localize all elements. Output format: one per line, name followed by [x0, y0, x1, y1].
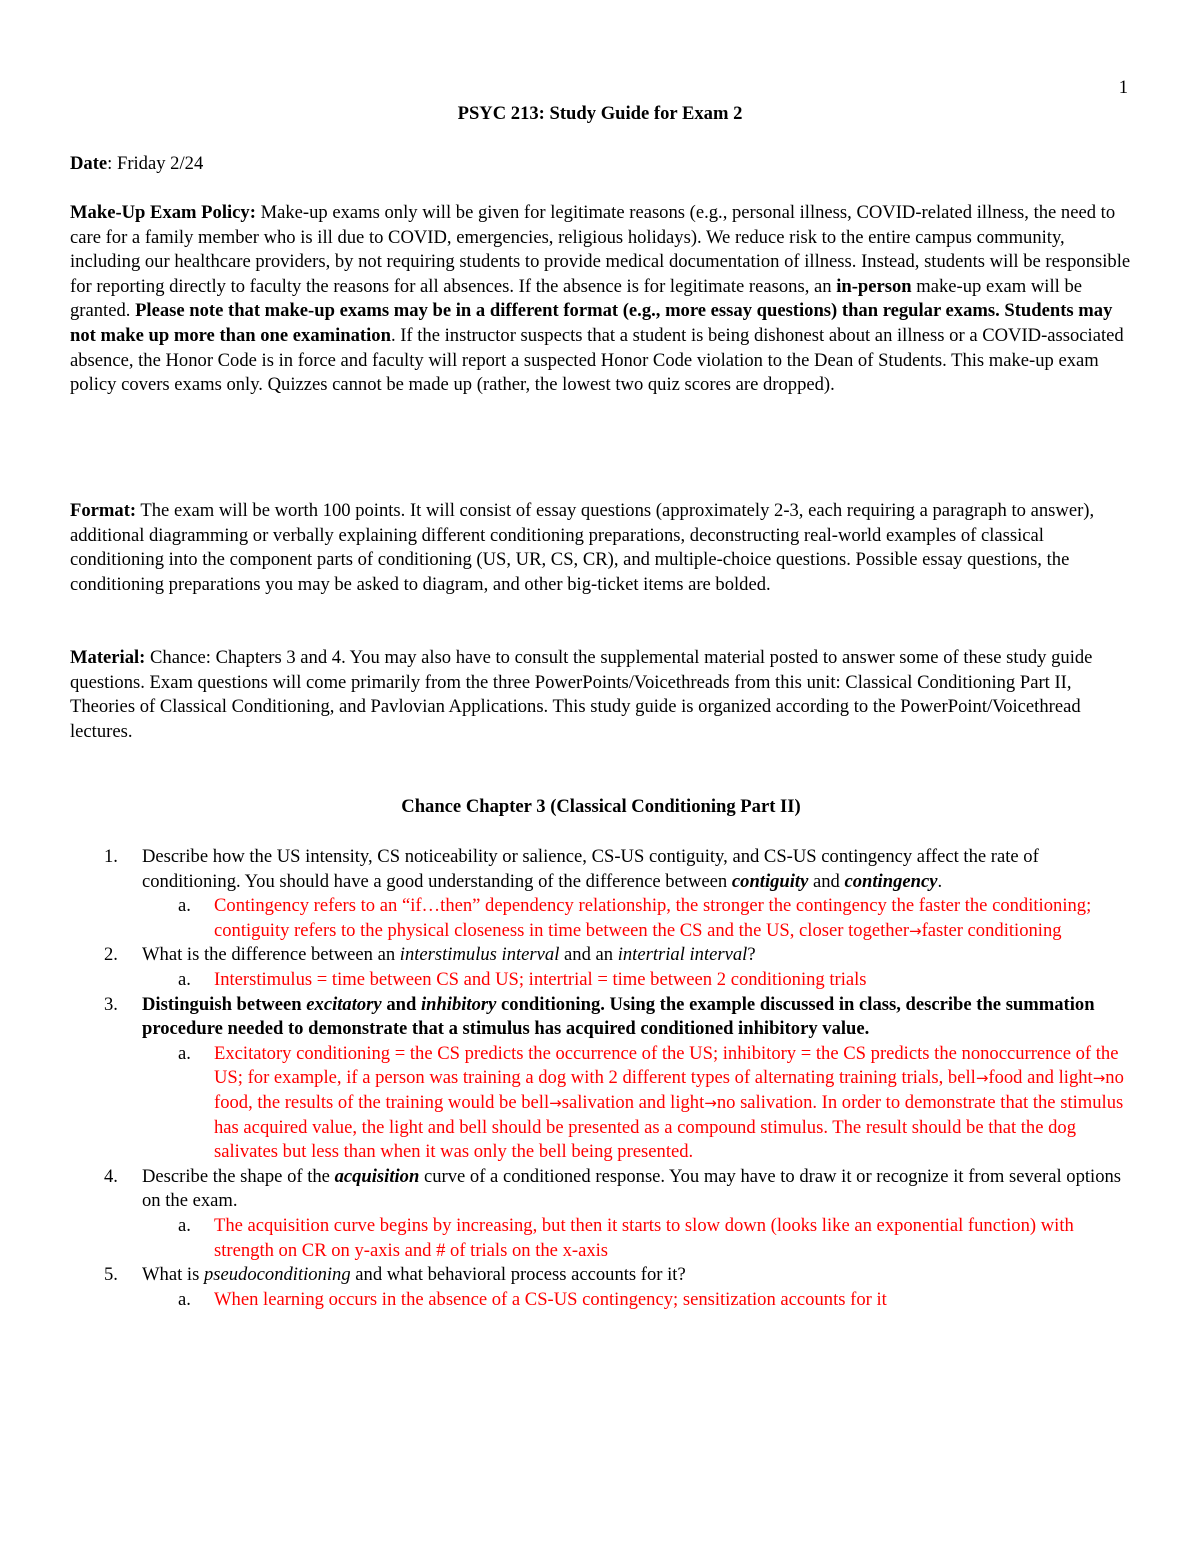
question-italic-term: contingency: [844, 870, 938, 892]
question-item: [70, 845, 1132, 943]
answer-text: Excitatory conditioning = the CS predicts the occurrence of the US; inhibitory = the CS predicts the nonoccurrence of the US; for example, if a person was training a dog with 2 different types of alternating training trials, bell: [214, 1042, 1119, 1089]
makeup-text-3: . If the instructor suspects that a student is being dishonest about an illness or a COVID-associated absence, the Honor Code is in force and faculty will report a suspected Honor Code violation to the Dean of Students. This make-up exam policy covers exams only. Quizzes cannot be made up (rather, the lowest two quiz scores are dropped).: [70, 324, 1124, 396]
answer-letter: a.: [178, 1214, 191, 1236]
makeup-policy-paragraph: [70, 201, 1132, 398]
question-italic-term: pseudoconditioning: [203, 1264, 351, 1286]
question-text: and an: [559, 944, 618, 966]
material-label: Material:: [70, 647, 146, 668]
arrow-icon: →: [704, 1093, 717, 1112]
question-text: What is: [142, 1264, 204, 1286]
makeup-bold-inperson: in-person: [836, 275, 912, 297]
question-number: 1.: [104, 846, 118, 867]
answer-text: Interstimulus = time between CS and US; intertrial = time between 2 conditioning trials: [214, 968, 867, 990]
answer-text: The acquisition curve begins by increasing, but then it starts to slow down (looks like an exponential function) with strength on CR on y-axis and # of trials on the x-axis: [214, 1214, 1074, 1261]
question-number: 5.: [104, 1264, 118, 1286]
answer-letter: a.: [178, 895, 191, 917]
arrow-icon: →: [975, 1069, 989, 1088]
answer-text: When learning occurs in the absence of a CS-US contingency; sensitization accounts for it: [214, 1288, 887, 1310]
answer-text: faster conditioning: [921, 919, 1062, 941]
question-italic-term: inhibitory: [420, 993, 497, 1015]
question-text: and what behavioral process accounts for it?: [350, 1264, 686, 1286]
question-italic-term: contiguity: [731, 870, 809, 892]
question-text: Describe the shape of the: [142, 1165, 335, 1187]
answer-item: [142, 1042, 1132, 1165]
question-italic-term: intertrial interval: [617, 944, 748, 966]
material-paragraph: [70, 646, 1132, 744]
makeup-label: Make-Up Exam Policy:: [70, 202, 256, 223]
question-item: [70, 993, 1132, 1165]
answer-text: salivation and light: [561, 1091, 705, 1113]
answer-text: no food, the results of the training would be bell: [214, 1067, 1124, 1113]
date-line: [70, 152, 1132, 177]
question-item: [70, 1263, 1132, 1312]
question-item: [70, 943, 1132, 992]
page-title: PSYC 213: Study Guide for Exam 2: [457, 103, 743, 124]
question-number: 4.: [104, 1165, 118, 1187]
date-label: Date: [70, 153, 108, 174]
format-paragraph: [70, 499, 1132, 597]
question-text: What is the difference between an: [142, 944, 400, 966]
question-text: ?: [747, 944, 756, 966]
material-text: Chance: Chapters 3 and 4. You may also have to consult the supplemental material posted to answer some of these study guide questions. Exam questions will come primarily from the three PowerPoints/Voicethreads from this unit: Classical Conditioning Part II, Theories of Classical Conditioning, and Pavlovian Applications. This study guide is organized according to the PowerPoint/Voicethread lectures.: [70, 647, 1093, 742]
question-text: and: [808, 870, 845, 892]
answer-letter: a.: [178, 968, 191, 990]
question-list: [70, 845, 1132, 1312]
question-number: 2.: [104, 944, 118, 966]
arrow-icon: →: [1092, 1069, 1106, 1088]
makeup-text-2: make-up exam will be granted.: [70, 275, 1082, 322]
answer-item: [142, 1214, 1132, 1263]
page-number: 1: [1118, 77, 1128, 98]
answer-text: Contingency refers to an “if…then” dependency relationship, the stronger the contingency the faster the conditioning; contiguity refers to the physical closeness in time between the CS and the US, closer together: [214, 895, 1092, 941]
question-italic-term: interstimulus interval: [399, 944, 560, 966]
question-text: curve of a conditioned response. You may have to draw it or recognize it from several options on the exam.: [142, 1165, 1122, 1212]
answer-item: [142, 894, 1132, 943]
makeup-bold-note: Please note that make-up exams may be in a different format (e.g., more essay questions) than regular exams. Students may not make up more than one examination: [70, 300, 1113, 346]
question-text: and: [381, 993, 421, 1015]
question-italic-term: acquisition: [334, 1165, 420, 1187]
question-text: conditioning. Using the example discussed in class, describe the summation procedure needed to demonstrate that a stimulus has acquired conditioned inhibitory value.: [142, 993, 1095, 1040]
question-item: [70, 1165, 1132, 1263]
question-text: Distinguish between: [142, 993, 307, 1015]
question-number: 3.: [104, 993, 118, 1015]
question-text: .: [937, 870, 943, 892]
answer-item: [142, 1288, 1132, 1313]
answer-letter: a.: [178, 1042, 191, 1064]
date-value: : Friday 2/24: [107, 153, 204, 174]
format-label: Format:: [70, 500, 137, 521]
section-title: Chance Chapter 3 (Classical Conditioning Part II): [401, 796, 801, 817]
arrow-icon: →: [549, 1093, 562, 1112]
makeup-text-1: Make-up exams only will be given for legitimate reasons (e.g., personal illness, COVID-related illness, the need to care for a family member who is ill due to COVID, emergencies, religious holidays). We reduce risk to the entire campus community, including our healthcare providers, by not requiring students to provide medical documentation of illness. Instead, students will be responsible for reporting directly to faculty the reasons for all absences. If the absence is for legitimate reasons, an: [70, 202, 1131, 297]
arrow-icon: →: [909, 921, 922, 940]
answer-item: [142, 968, 1132, 993]
question-italic-term: excitatory: [306, 993, 382, 1015]
answer-letter: a.: [178, 1288, 191, 1310]
format-text: The exam will be worth 100 points. It will consist of essay questions (approximately 2-3, each requiring a paragraph to answer), additional diagramming or verbally explaining different conditioning preparations, deconstructing real-world examples of classical conditioning into the component parts of conditioning (US, UR, CS, CR), and multiple-choice questions. Possible essay questions, the conditioning preparations you may be asked to diagram, and other big-ticket items are bolded.: [70, 500, 1095, 595]
answer-text: no salivation. In order to demonstrate that the stimulus has acquired value, the light and bell should be presented as a compound stimulus. The result should be that the dog salivates but less than when it was only the bell being presented.: [214, 1091, 1124, 1163]
answer-text: food and light: [988, 1067, 1093, 1089]
question-text: Describe how the US intensity, CS noticeability or salience, CS-US contiguity, and CS-US contingency affect the rate of conditioning. You should have a good understanding of the difference between: [142, 846, 1039, 892]
